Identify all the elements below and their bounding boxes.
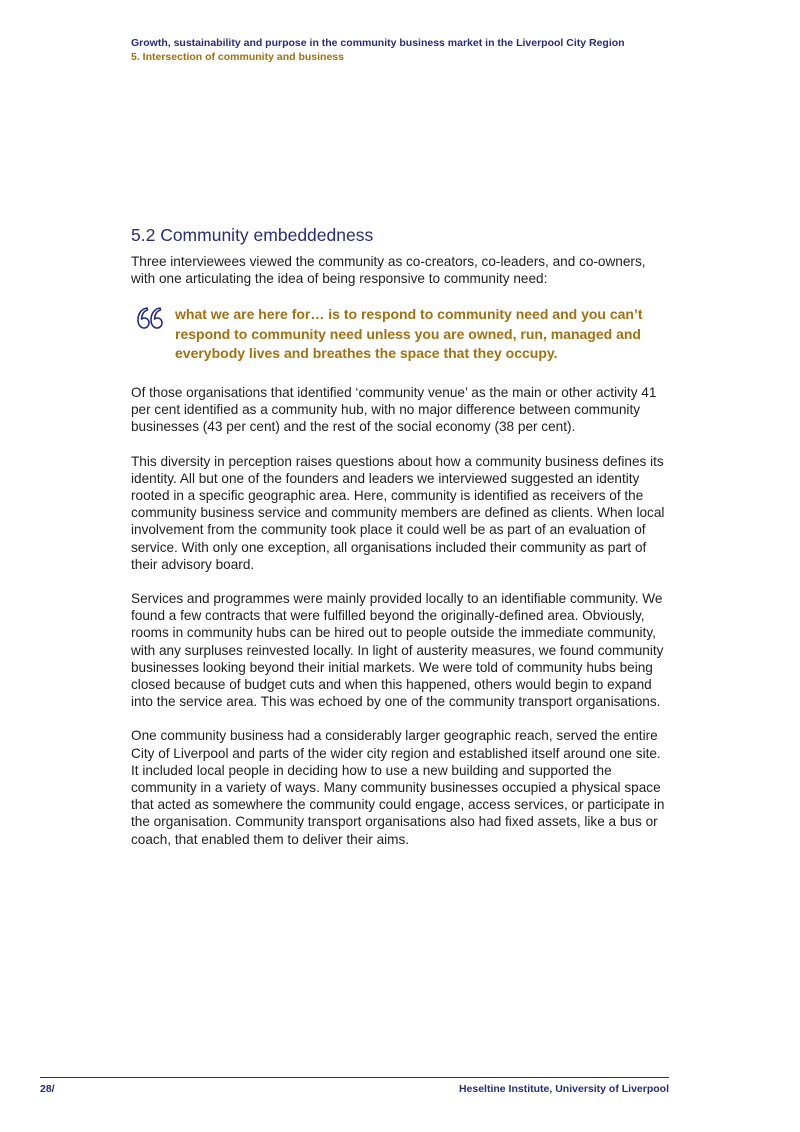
footer-divider [40, 1077, 669, 1078]
body-paragraph: Of those organisations that identified ‘community venue’ as the main or other activity 41 per cent identified as a community hub, with no major difference between community businesses (43 per cent) and the rest of the social economy (38 per cent). [131, 384, 657, 435]
intro-paragraph: Three interviewees viewed the community as co-creators, co-leaders, and co-owners, with one articulating the idea of being responsive to community need: [131, 254, 646, 287]
footer-institute: Heseltine Institute, University of Liverpool [458, 1083, 669, 1095]
chapter-title: 5. Intersection of community and business [131, 51, 344, 63]
document-title: Growth, sustainability and purpose in the community business market in the Liverpool City Region [131, 37, 625, 49]
running-header [131, 36, 671, 64]
open-quote-icon [135, 303, 165, 333]
body-paragraph: This diversity in perception raises questions about how a community business defines its identity. All but one of the founders and leaders we interviewed suggested an identity rooted in a specific geographic area. Here, community is identified as receivers of the community business service and community members are defined as clients. When local involvement from the community took place it could well be as part of an evaluation of service. With only one exception, all organisations included their community as part of their advisory board. [131, 453, 665, 572]
quote-text: what we are here for… is to respond to community need and you can’t respond to community need unless you are owned, run, managed and everybody lives and breathes the space that they occupy. [175, 306, 643, 362]
pull-quote [131, 305, 671, 364]
body-paragraph: One community business had a considerably larger geographic reach, served the entire City of Liverpool and parts of the wider city region and established itself around one site. It included local people in deciding how to use a new building and supported the community in a variety of ways. Many community businesses occupied a physical space that acted as somewhere the community could engage, access services, or participate in the organisation. Community transport organisations also had fixed assets, like a bus or coach, that enabled them to deliver their aims. [131, 728, 665, 847]
page-number: 28/ [40, 1083, 55, 1095]
main-content [131, 224, 671, 865]
section-heading: 5.2 Community embeddedness [131, 225, 374, 245]
body-paragraph: Services and programmes were mainly provided locally to an identifiable community. We found a few contracts that were fulfilled beyond the originally-defined area. Obviously, rooms in community hubs can be hired out to people outside the immediate community, with any surpluses reinvested locally. In light of austerity measures, we found community businesses looking beyond their initial markets. We were told of community hubs being closed because of budget cuts and when this happened, others would begin to expand into the service area. This was echoed by one of the community transport organisations. [131, 590, 664, 710]
